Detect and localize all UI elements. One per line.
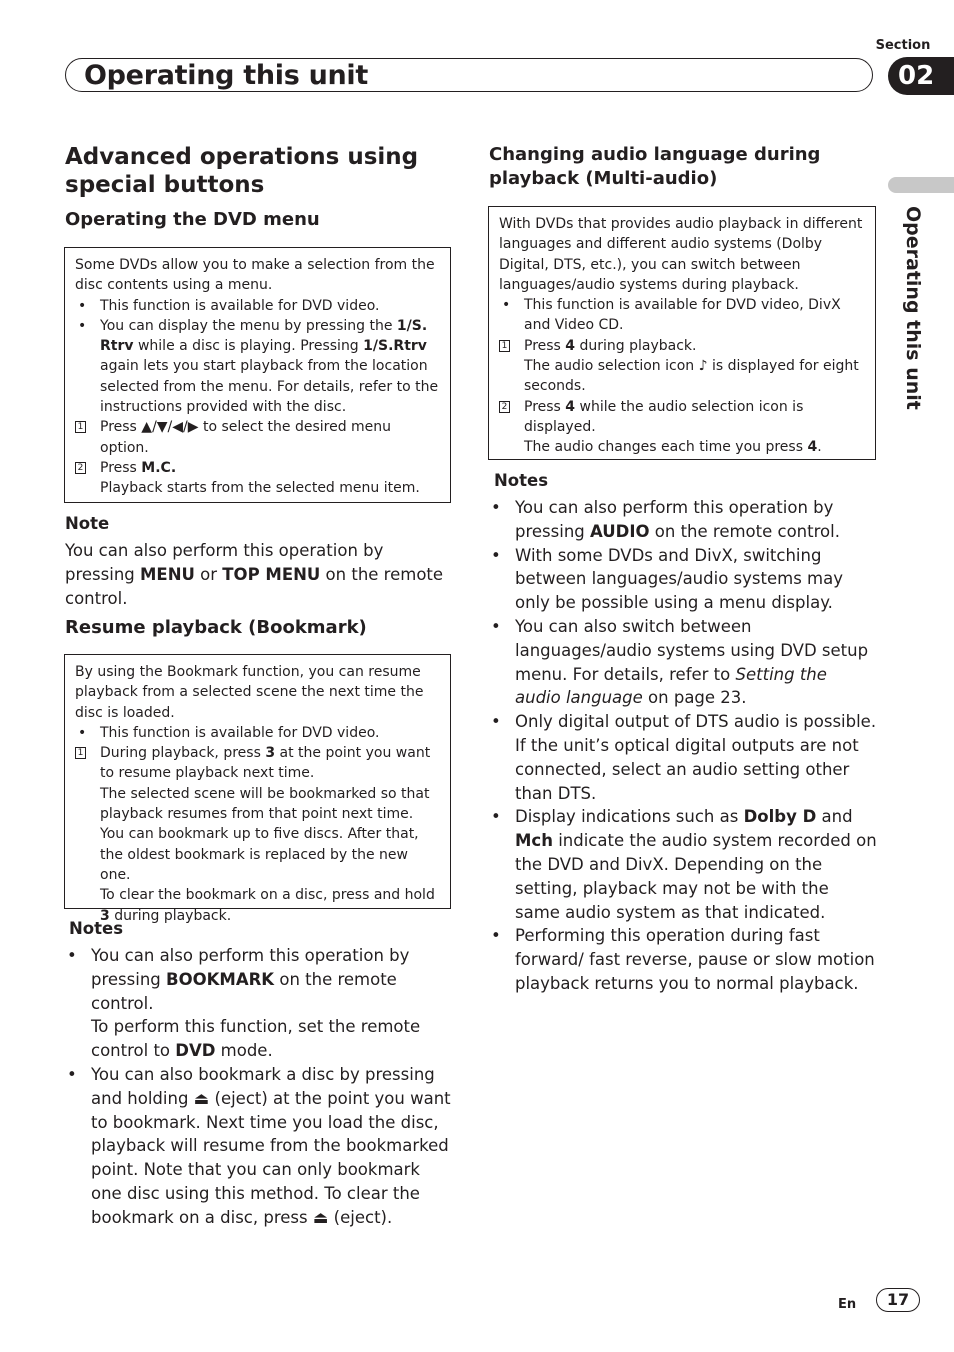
multi-audio-box <box>488 206 876 460</box>
note-text-part: and <box>816 807 853 827</box>
step-text: During playback, press <box>100 745 266 762</box>
bullet-icon: • <box>491 807 501 827</box>
key-label: 4 <box>565 337 576 354</box>
list-item <box>489 924 877 995</box>
step-text: to select the desired menu option. <box>100 419 392 456</box>
list-item <box>489 805 877 924</box>
step-number: 2 <box>499 401 510 413</box>
list-item <box>75 296 440 316</box>
note-text-part: or <box>194 564 223 584</box>
step-text: at the point you want to resume playback next time. <box>100 745 431 782</box>
step-text: Press <box>100 419 142 436</box>
step-text: The audio selection icon <box>524 358 699 375</box>
step-text: Press <box>524 337 566 354</box>
page-number: 17 <box>876 1288 920 1312</box>
note-text-part: (eject). <box>328 1207 393 1227</box>
step-item <box>75 743 440 784</box>
dvd-menu-note <box>65 513 450 610</box>
key-label: 1/S. Rtrv <box>100 317 428 355</box>
note-text-part: Display indications such as <box>515 807 744 827</box>
bullet-text: again lets you start playback from the location selected from the menu. For details, refer to the instructions provided with the disc. <box>100 358 439 416</box>
step-text: during playback. <box>109 907 232 924</box>
list-item <box>75 723 440 743</box>
step-result <box>499 356 865 397</box>
dvd-menu-heading: Operating the DVD menu <box>65 209 320 230</box>
bullet-icon: • <box>491 498 501 517</box>
note-text-part: on the remote control. <box>649 521 840 541</box>
bullet-text: This function is available for DVD video. <box>100 297 380 314</box>
step-number: 1 <box>75 747 86 759</box>
list-item <box>489 615 877 710</box>
key-label: AUDIO <box>590 521 650 541</box>
bullet-text: This function is available for DVD video. <box>100 724 380 741</box>
notes-heading: Notes <box>494 471 549 490</box>
eject-icon: ⏏ <box>312 1207 329 1227</box>
note-text-part: Only digital output of DTS audio is possible. If the unit’s optical digital outputs are not connected, select an audio setting other than DTS. <box>515 712 877 803</box>
note-text-part: indicate the audio system recorded on the DVD and DivX. Depending on the setting, playback may not be with the same audio system as that indicated. <box>515 831 877 922</box>
left-column <box>65 143 450 199</box>
note-text-part: You can also perform this operation by pressing <box>515 498 834 541</box>
step-text: Press <box>100 459 142 476</box>
note-text-part: on page 23. <box>642 688 747 708</box>
step-text: is displayed for eight seconds. <box>524 358 859 395</box>
key-label: M.C. <box>141 459 177 476</box>
step-text: . <box>817 439 822 456</box>
audio-selection-icon: ♪ <box>698 358 708 375</box>
bullet-icon: • <box>67 946 77 965</box>
step-text: while the audio selection icon is displayed. <box>524 398 804 435</box>
multi-audio-notes <box>489 470 877 996</box>
list-item <box>489 544 877 615</box>
step-item <box>75 417 440 458</box>
note-heading: Note <box>65 514 110 533</box>
step-result <box>499 437 865 457</box>
bullet-icon: • <box>502 297 511 314</box>
note-text-part: You can also switch between languages/audio systems using DVD setup menu. For details, refer to <box>515 616 869 684</box>
cross-reference: Setting the audio language <box>515 664 827 708</box>
key-label: 4 <box>807 439 818 456</box>
side-tab <box>898 206 928 426</box>
bullet-icon: • <box>78 297 87 314</box>
side-tab-label: Operating this unit <box>902 206 924 410</box>
note-text-part: on the remote control. <box>65 564 444 608</box>
note-text-part: on the remote control. <box>91 969 397 1013</box>
step-item <box>499 397 865 438</box>
bookmark-heading: Resume playback (Bookmark) <box>65 617 367 638</box>
step-number: 1 <box>75 421 86 433</box>
step-result: The selected scene will be bookmarked so that playback resumes from that point next time. You can bookmark up to five discs. After that, the oldest bookmark is replaced by the new one. <box>100 785 430 883</box>
bullet-icon: • <box>78 317 87 334</box>
step-number: 2 <box>75 462 86 474</box>
note-text-part: You can also bookmark a disc by pressing and holding <box>91 1064 435 1108</box>
bullet-text: This function is available for DVD video, DivX and Video CD. <box>524 297 841 334</box>
note-text-part: (eject) at the point you want to bookmark. Next time you load the disc, playback will resume from the bookmarked point. Note that you can only bookmark one disc using this method. To clear the bookmark on a disc, press <box>91 1088 451 1227</box>
key-label: 3 <box>265 745 276 762</box>
bookmark-notes <box>65 918 453 1230</box>
note-text-part: You can also perform this operation by pressing <box>91 946 410 989</box>
main-heading: Advanced operations using special buttons <box>65 144 419 198</box>
arrow-keys-icon: ▲/▼/◀/▶ <box>141 419 199 436</box>
note-text-part: Performing this operation during fast forward/ fast reverse, pause or slow motion playback returns you to normal playback. <box>515 926 875 993</box>
step-text: Press <box>524 398 566 415</box>
note-text-part: To perform this function, set the remote control to <box>91 1017 421 1061</box>
key-label: BOOKMARK <box>166 969 275 989</box>
bullet-text: while a disc is playing. Pressing <box>133 338 364 355</box>
key-label: Mch <box>515 831 553 851</box>
bookmark-box <box>64 654 451 924</box>
key-label: Dolby D <box>743 807 817 827</box>
section-number-badge: 02 <box>888 57 954 95</box>
dvd-menu-intro: Some DVDs allow you to make a selection from the disc contents using a menu. <box>75 257 435 294</box>
bookmark-intro: By using the Bookmark function, you can resume playback from a selected scene the next time the disc is loaded. <box>75 664 424 721</box>
side-tab-marker <box>888 177 954 193</box>
step-result: Playback starts from the selected menu item. <box>100 480 420 497</box>
multi-audio-heading: Changing audio language during playback (Multi-audio) <box>489 144 821 189</box>
step-text: during playback. <box>575 337 697 354</box>
section-label: Section <box>875 38 931 53</box>
bullet-icon: • <box>491 616 501 636</box>
list-item <box>499 295 865 336</box>
key-label: DVD <box>175 1041 216 1061</box>
bullet-icon: • <box>491 712 501 732</box>
list-item <box>75 316 440 417</box>
key-label: 4 <box>565 398 576 415</box>
note-text-part: You can also perform this operation by pressing <box>65 541 384 584</box>
list-item <box>489 496 877 544</box>
bullet-icon: • <box>491 545 501 565</box>
notes-heading: Notes <box>69 919 124 938</box>
step-text: To clear the bookmark on a disc, press and hold <box>100 887 435 904</box>
key-label: 3 <box>100 907 110 924</box>
bullet-text: You can display the menu by pressing the <box>100 317 397 334</box>
dvd-menu-box <box>64 247 451 503</box>
key-label: 1/S.Rtrv <box>363 338 427 355</box>
step-item <box>499 336 865 356</box>
note-text <box>65 539 450 610</box>
bullet-icon: • <box>67 1064 77 1084</box>
step-text: The audio changes each time you press <box>524 439 808 456</box>
note-text-part: mode. <box>215 1041 273 1061</box>
list-item <box>489 710 877 805</box>
key-label: TOP MENU <box>222 564 321 584</box>
multi-audio-intro: With DVDs that provides audio playback in different languages and different audio systems (Dolby Digital, DTS, etc.), you can switch between languages/audio systems during playback. <box>499 216 863 293</box>
step-item <box>75 458 440 478</box>
eject-icon: ⏏ <box>193 1088 210 1108</box>
page-title: Operating this unit <box>84 60 368 91</box>
bullet-icon: • <box>491 926 501 946</box>
note-text-part: With some DVDs and DivX, switching between languages/audio systems may only be possible using a menu display. <box>515 545 843 613</box>
key-label: MENU <box>140 564 195 584</box>
bullet-icon: • <box>78 724 87 741</box>
list-item <box>65 944 453 1063</box>
step-number: 1 <box>499 340 510 352</box>
list-item <box>65 1063 453 1230</box>
language-label: En <box>838 1297 857 1312</box>
